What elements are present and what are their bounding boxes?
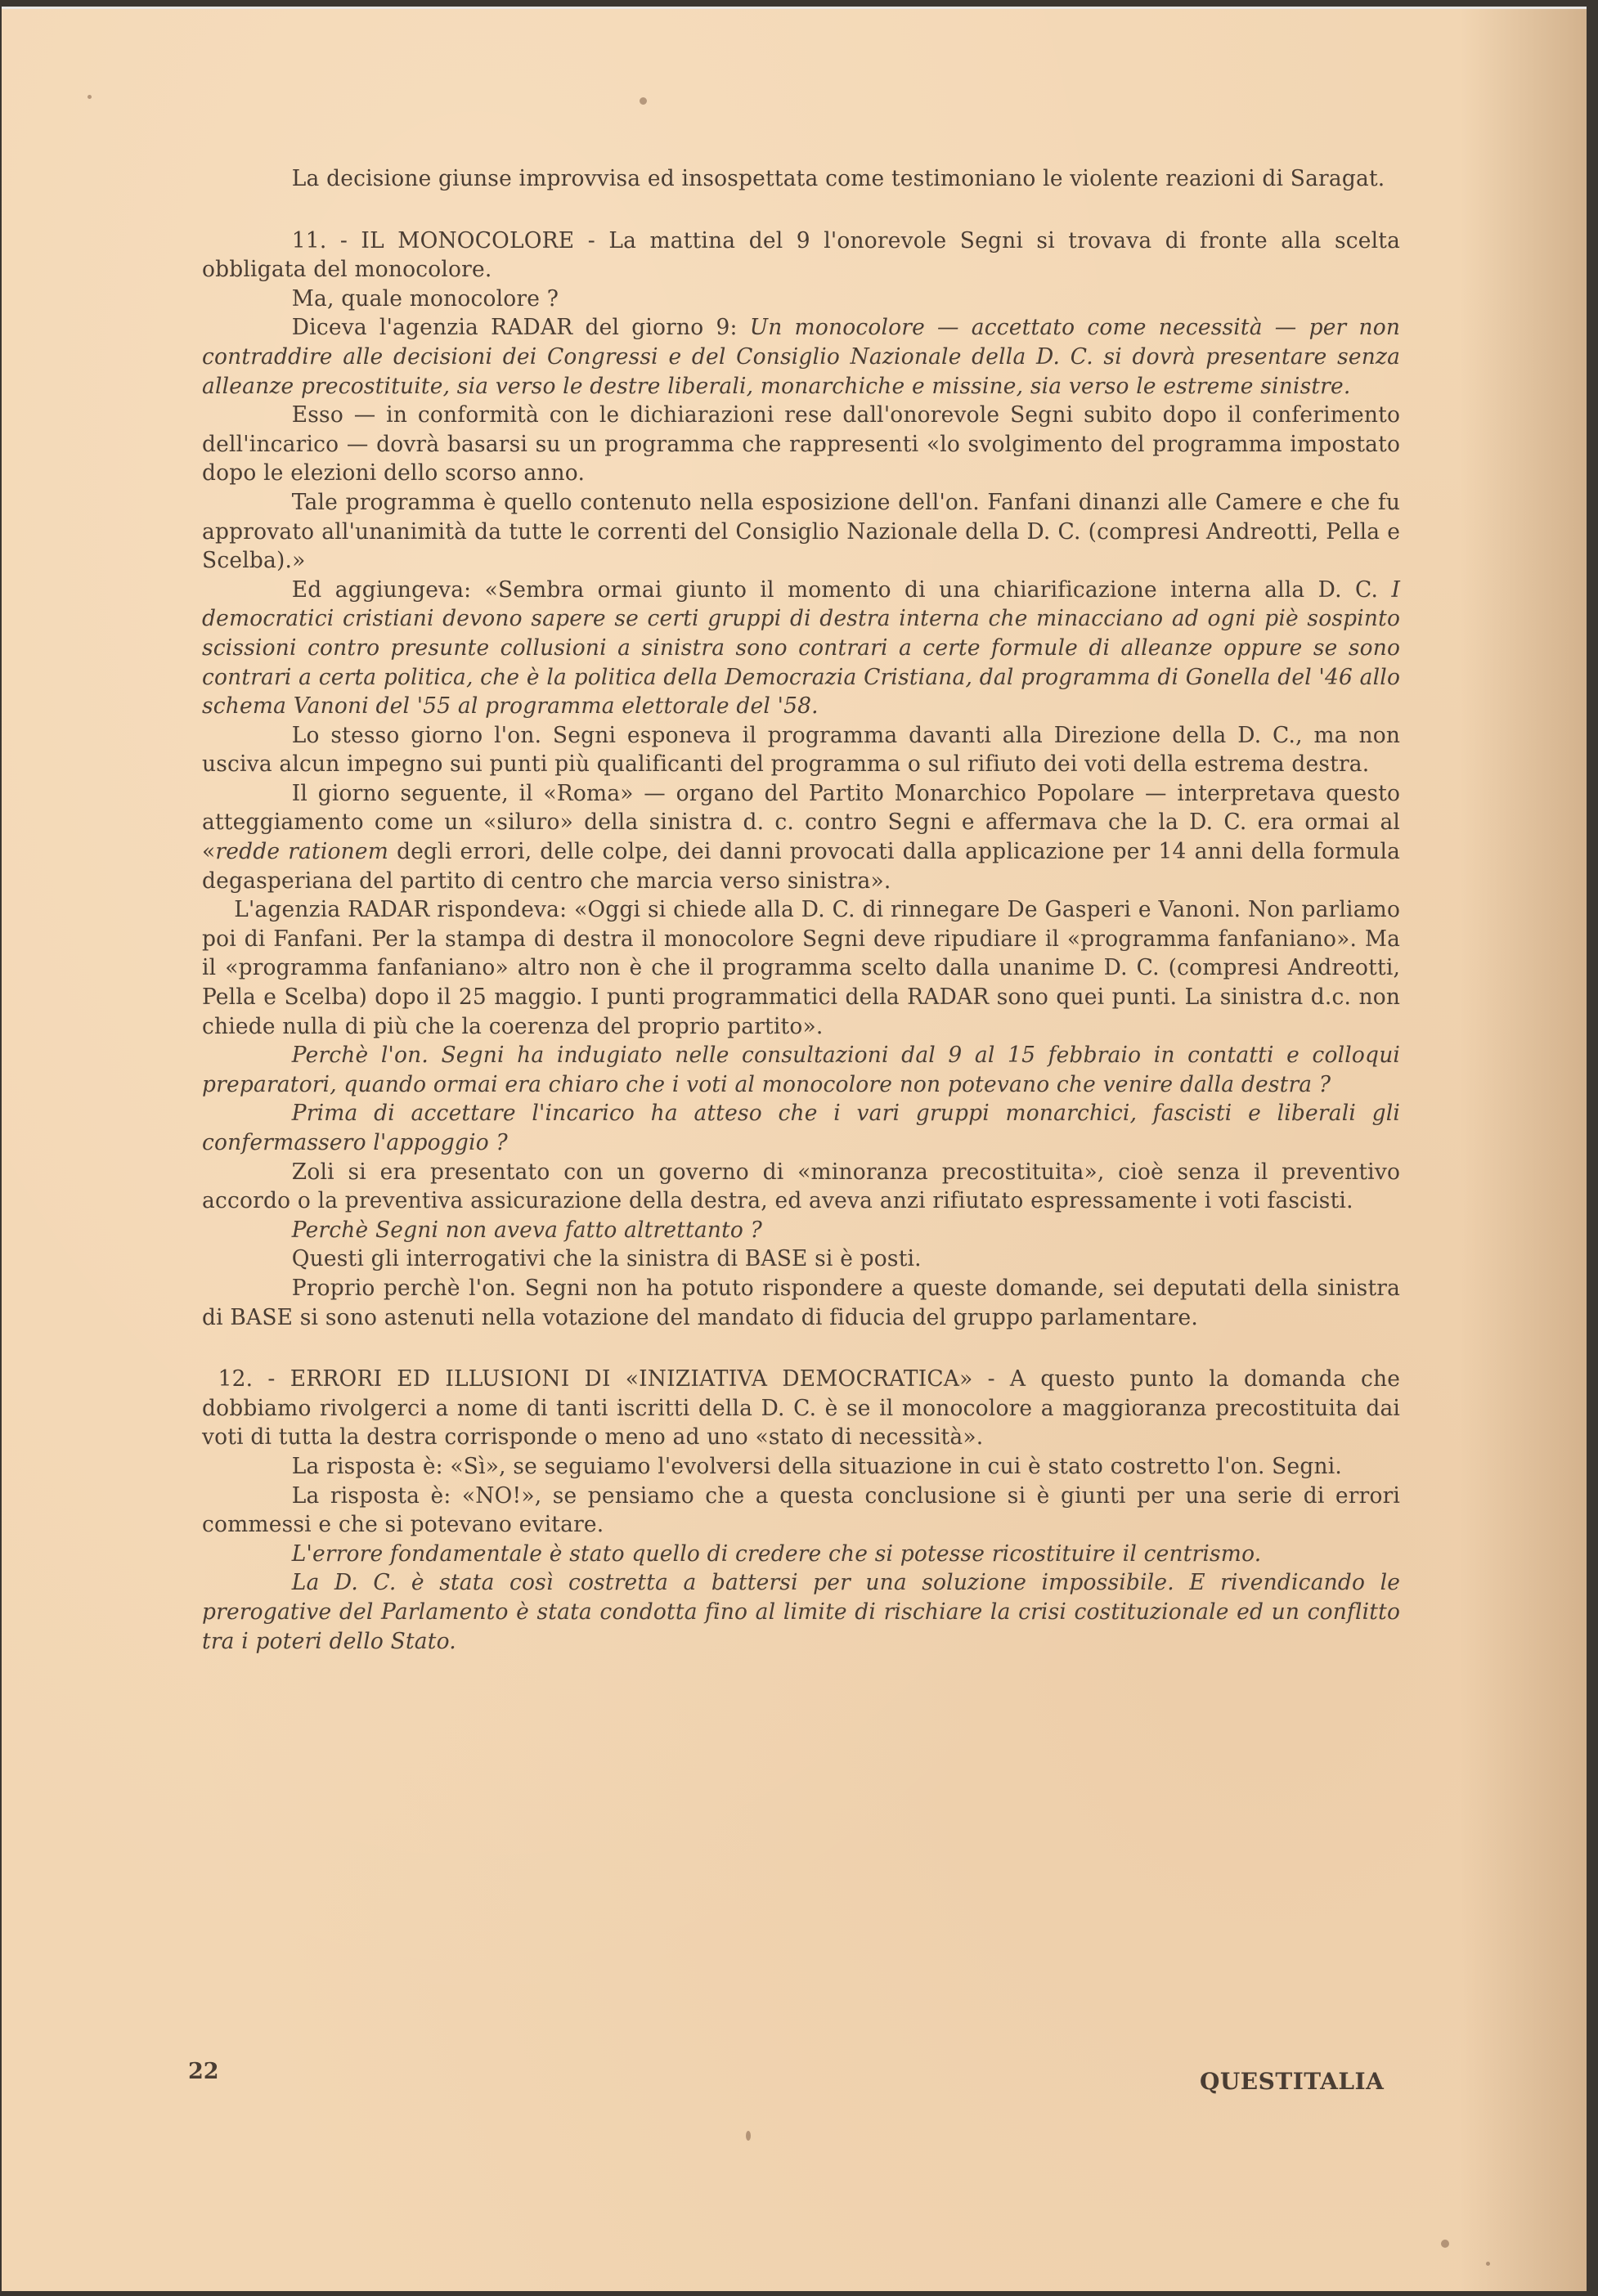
paragraph-question-1: Perchè l'on. Segni ha indugiato nelle consultazioni dal 9 al 15 febbraio in contatti e colloqui preparatori, quando ormai era chiaro che i voti al monocolore non potevano che venire dalla destra ? [202,1043,1401,1097]
paragraph-risposta-si: La risposta è: «Sì», se seguiamo l'evolversi della situazione in cui è stato costretto l'on. Segni. [291,1453,1343,1479]
aggiungeva-roman: Ed aggiungeva: «Sembra ormai giunto il momento di una chiarificazione interna alla D. C. [291,576,1392,603]
paper-speck [1486,2262,1490,2266]
radar-quote-italic: Un monocolore — accettato come necessità — per non contraddire alle decisioni dei Congressi e del Consiglio Nazionale della D. C. si dovrà presentare senza alleanze precostituite, sia verso le destre liberali, monarchiche e missine, sia verso le estreme sinistre. [202,315,1401,399]
aggiungeva-italic: I democratici cristiani devono sapere se certi gruppi di destra interna che minacciano ad ogni piè sospinto scissioni contro presunte collusioni a sinistra sono contrari a certe formule di alleanze oppure se sono contrari a certa politica, che è la politica della Democrazia Cristiana, dal programma di Gonella del '46 allo schema Vanoni del '55 al programma elettorale del '58. [202,576,1401,720]
roma-text-a: Il giorno seguente, il «Roma» — organo del Partito Monarchico Popolare — interpretava questo atteggiamento come un «siluro» della sinistra d. c. contro Segni e affermava che la D. C. era ormai al « [202,780,1401,865]
paragraph-question-3: Perchè Segni non aveva fatto altrettanto ? [291,1217,763,1243]
section-11-heading: 11. - IL MONOCOLORE [291,227,575,253]
scanned-page [2,7,1587,2291]
paragraph-intro: La decisione giunse improvvisa ed insospettata come testimoniano le violente reazioni di Saragat. [291,166,1385,191]
paragraph-errore: L'errore fondamentale è stato quello di credere che si potesse ricostituire il centrismo. [291,1540,1262,1567]
journal-title: QUESTITALIA [1200,2068,1385,2095]
section-12-heading: 12. - ERRORI ED ILLUSIONI DI «INIZIATIVA DEMOCRATICA» [218,1366,973,1392]
paragraph-roma [202,779,1400,895]
page-number: 22 [188,2059,219,2084]
article-body [202,164,1400,1656]
radar-quote-intro: Diceva l'agenzia RADAR del giorno 9: [291,315,750,341]
section-11-lead-text: - La mattina del 9 l'onorevole Segni si trovava di fronte alla scelta obbligata del monocolore. [202,227,1401,283]
paragraph-proprio: Proprio perchè l'on. Segni non ha potuto rispondere a queste domande, sei deputati della sinistra di BASE si sono astenuti nella votazione del mandato di fiducia del gruppo parlamentare. [202,1275,1401,1330]
paper-speck [640,97,647,105]
paragraph-lo-stesso: Lo stesso giorno l'on. Segni esponeva il programma davanti alla Direzione della D. C., ma non usciva alcun impegno sui punti più qualificanti del programma o sul rifiuto dei voti della estrema destra. [202,722,1401,778]
paper-speck [1441,2240,1449,2248]
paragraph-esso: Esso — in conformità con le dichiarazioni rese dall'onorevole Segni subito dopo il conferimento dell'incarico — dovrà basarsi su un programma che rappresenti «lo svolgimento del programma impostato dopo le elezioni dello scorso anno. [202,402,1401,487]
section-11-lead [202,226,1400,285]
paragraph-questi: Questi gli interrogativi che la sinistra di BASE si è posti. [291,1246,922,1272]
paper-speck [746,2131,751,2141]
roma-latin-phrase: redde rationem [215,839,389,865]
paragraph-risposta-no: La risposta è: «NO!», se pensiamo che a questa conclusione si è giunti per una serie di errori commessi e che si potevano evitare. [202,1482,1401,1538]
paragraph-question-2: Prima di accettare l'incarico ha atteso che i vari gruppi monarchici, fascisti e liberali gli confermassero l'appoggio ? [202,1101,1401,1155]
paragraph-tale: Tale programma è quello contenuto nella esposizione dell'on. Fanfani dinanzi alle Camere e che fu approvato all'unanimità da tutte le correnti del Consiglio Nazionale della D. C. (compresi Andreotti, Pella e Scelba).» [202,489,1401,574]
paragraph-radar-risposta: L'agenzia RADAR rispondeva: «Oggi si chiede alla D. C. di rinnegare De Gasperi e Vanoni. Non parliamo poi di Fanfani. Per la stampa di destra il monocolore Segni deve ripudiare il «programma fanfaniano». Ma il «programma fanfaniano» altro non è che il programma scelto dalla unanime D. C. (compresi Andreotti, Pella e Scelba) dopo il 25 maggio. I punti programmatici della RADAR sono quei punti. La sinistra d.c. non chiede nulla di più che la coerenza del proprio partito». [202,897,1401,1039]
paragraph-quale: Ma, quale monocolore ? [291,285,559,312]
paragraph-dc-costretta: La D. C. è stata così costretta a battersi per una soluzione impossibile. E rivendicando le prerogative del Parlamento è stata condotta fino al limite di rischiare la crisi costituzionale ed un conflitto tra i poteri dello Stato. [202,1570,1401,1654]
section-12-lead [202,1365,1400,1452]
paragraph-aggiungeva [202,576,1400,721]
paragraph-radar-quote [202,313,1400,401]
paragraph-zoli: Zoli si era presentato con un governo di «minoranza precostituita», cioè senza il preventivo accordo o la preventiva assicurazione della destra, ed aveva anzi rifiutato espressamente i voti fascisti. [202,1159,1401,1214]
section-12-lead-text: - A questo punto la domanda che dobbiamo rivolgerci a nome di tanti iscritti della D. C. è se il monocolore a maggioranza precostituita dai voti di tutta la destra corrisponde o meno ad uno «stato di necessità». [202,1366,1401,1451]
roma-text-b: degli errori, delle colpe, dei danni provocati dalla applicazione per 14 anni della formula degasperiana del partito di centro che marcia verso sinistra». [202,839,1401,894]
paper-speck [88,95,92,99]
